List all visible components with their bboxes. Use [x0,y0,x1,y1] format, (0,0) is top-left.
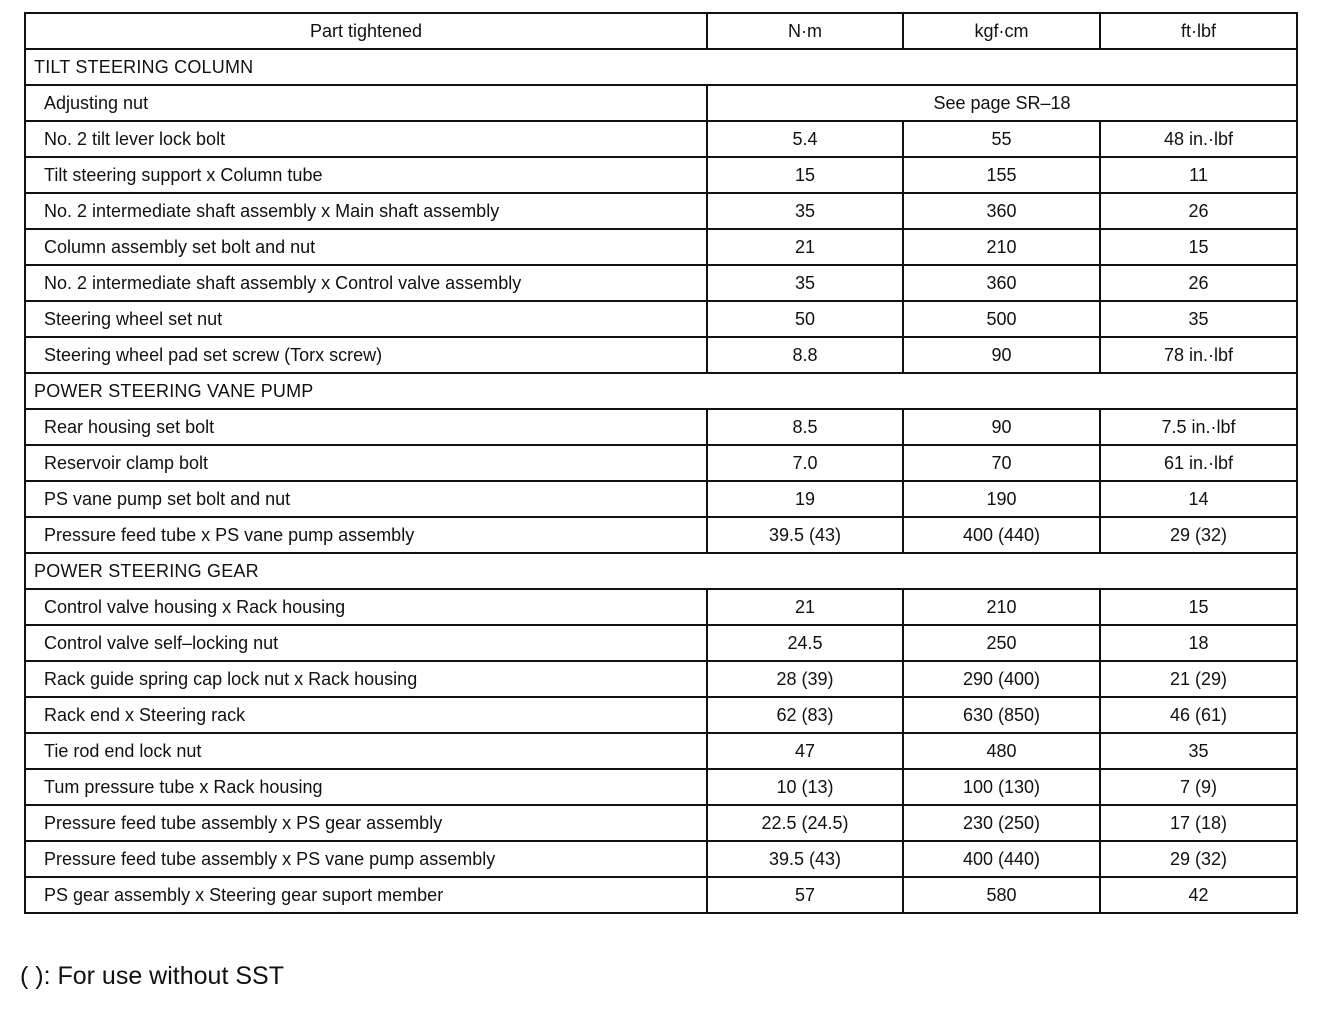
ftlbf-value-cell: 15 [1100,229,1297,265]
part-name-cell: Rack guide spring cap lock nut x Rack housing [25,661,707,697]
table-row [25,625,1297,661]
part-name-cell: PS vane pump set bolt and nut [25,481,707,517]
ftlbf-value-cell: 7.5 in.·lbf [1100,409,1297,445]
table-row [25,229,1297,265]
ftlbf-value-cell: 78 in.·lbf [1100,337,1297,373]
kgfcm-value-cell: 480 [903,733,1100,769]
ftlbf-value-cell: 61 in.·lbf [1100,445,1297,481]
part-name-cell: Reservoir clamp bolt [25,445,707,481]
nm-value-cell: 50 [707,301,903,337]
nm-value-cell: 21 [707,229,903,265]
nm-value-cell: 21 [707,589,903,625]
kgfcm-value-cell: 500 [903,301,1100,337]
section-header-row [25,373,1297,409]
nm-value-cell: 8.8 [707,337,903,373]
ftlbf-value-cell: 18 [1100,625,1297,661]
part-name-cell: Steering wheel set nut [25,301,707,337]
ftlbf-value-cell: 21 (29) [1100,661,1297,697]
table-row [25,841,1297,877]
kgfcm-value-cell: 230 (250) [903,805,1100,841]
kgfcm-value-cell: 90 [903,337,1100,373]
section-header-row [25,553,1297,589]
part-name-cell: Control valve housing x Rack housing [25,589,707,625]
part-name-cell: Pressure feed tube x PS vane pump assembly [25,517,707,553]
part-name-cell: No. 2 intermediate shaft assembly x Main shaft assembly [25,193,707,229]
nm-value-cell: 5.4 [707,121,903,157]
table-row [25,661,1297,697]
part-name-cell: Rack end x Steering rack [25,697,707,733]
section-title: TILT STEERING COLUMN [25,49,1297,85]
table-row [25,265,1297,301]
part-name-cell: Steering wheel pad set screw (Torx screw) [25,337,707,373]
nm-value-cell: 35 [707,193,903,229]
nm-value-cell: 15 [707,157,903,193]
nm-value-cell: 22.5 (24.5) [707,805,903,841]
ftlbf-value-cell: 17 (18) [1100,805,1297,841]
table-row [25,733,1297,769]
table-row [25,85,1297,121]
table-body [25,49,1297,913]
ftlbf-value-cell: 11 [1100,157,1297,193]
header-part-tightened: Part tightened [25,13,707,49]
header-nm: N·m [707,13,903,49]
ftlbf-value-cell: 14 [1100,481,1297,517]
part-name-cell: No. 2 intermediate shaft assembly x Control valve assembly [25,265,707,301]
kgfcm-value-cell: 360 [903,193,1100,229]
kgfcm-value-cell: 400 (440) [903,841,1100,877]
ftlbf-value-cell: 29 (32) [1100,517,1297,553]
nm-value-cell: 35 [707,265,903,301]
ftlbf-value-cell: 26 [1100,193,1297,229]
nm-value-cell: 10 (13) [707,769,903,805]
ftlbf-value-cell: 26 [1100,265,1297,301]
table-row [25,445,1297,481]
table-row [25,517,1297,553]
kgfcm-value-cell: 360 [903,265,1100,301]
nm-value-cell: 57 [707,877,903,913]
part-name-cell: PS gear assembly x Steering gear suport member [25,877,707,913]
nm-value-cell: 47 [707,733,903,769]
ftlbf-value-cell: 48 in.·lbf [1100,121,1297,157]
kgfcm-value-cell: 290 (400) [903,661,1100,697]
section-title: POWER STEERING GEAR [25,553,1297,589]
kgfcm-value-cell: 155 [903,157,1100,193]
section-title: POWER STEERING VANE PUMP [25,373,1297,409]
table-row [25,805,1297,841]
part-name-cell: Adjusting nut [25,85,707,121]
kgfcm-value-cell: 630 (850) [903,697,1100,733]
part-name-cell: Tum pressure tube x Rack housing [25,769,707,805]
torque-specification-table [24,12,1298,914]
kgfcm-value-cell: 190 [903,481,1100,517]
kgfcm-value-cell: 210 [903,229,1100,265]
table-row [25,301,1297,337]
table-row [25,769,1297,805]
part-name-cell: Tilt steering support x Column tube [25,157,707,193]
part-name-cell: Pressure feed tube assembly x PS gear assembly [25,805,707,841]
part-name-cell: No. 2 tilt lever lock bolt [25,121,707,157]
kgfcm-value-cell: 70 [903,445,1100,481]
section-header-row [25,49,1297,85]
ftlbf-value-cell: 46 (61) [1100,697,1297,733]
nm-value-cell: 39.5 (43) [707,841,903,877]
part-name-cell: Rear housing set bolt [25,409,707,445]
ftlbf-value-cell: 35 [1100,733,1297,769]
nm-value-cell: 19 [707,481,903,517]
part-name-cell: Pressure feed tube assembly x PS vane pump assembly [25,841,707,877]
kgfcm-value-cell: 580 [903,877,1100,913]
table-row [25,589,1297,625]
header-ftlbf: ft·lbf [1100,13,1297,49]
reference-cell: See page SR–18 [707,85,1297,121]
kgfcm-value-cell: 400 (440) [903,517,1100,553]
nm-value-cell: 7.0 [707,445,903,481]
ftlbf-value-cell: 35 [1100,301,1297,337]
table-row [25,697,1297,733]
table-row [25,157,1297,193]
ftlbf-value-cell: 7 (9) [1100,769,1297,805]
table-row [25,877,1297,913]
nm-value-cell: 62 (83) [707,697,903,733]
kgfcm-value-cell: 210 [903,589,1100,625]
part-name-cell: Column assembly set bolt and nut [25,229,707,265]
kgfcm-value-cell: 55 [903,121,1100,157]
part-name-cell: Control valve self–locking nut [25,625,707,661]
part-name-cell: Tie rod end lock nut [25,733,707,769]
table-row [25,481,1297,517]
ftlbf-value-cell: 29 (32) [1100,841,1297,877]
nm-value-cell: 24.5 [707,625,903,661]
nm-value-cell: 28 (39) [707,661,903,697]
nm-value-cell: 8.5 [707,409,903,445]
kgfcm-value-cell: 100 (130) [903,769,1100,805]
header-row [25,13,1297,49]
kgfcm-value-cell: 90 [903,409,1100,445]
table-row [25,409,1297,445]
kgfcm-value-cell: 250 [903,625,1100,661]
header-kgfcm: kgf·cm [903,13,1100,49]
ftlbf-value-cell: 42 [1100,877,1297,913]
table-row [25,337,1297,373]
nm-value-cell: 39.5 (43) [707,517,903,553]
footnote: ( ): For use without SST [20,962,284,990]
table-row [25,121,1297,157]
table-row [25,193,1297,229]
ftlbf-value-cell: 15 [1100,589,1297,625]
